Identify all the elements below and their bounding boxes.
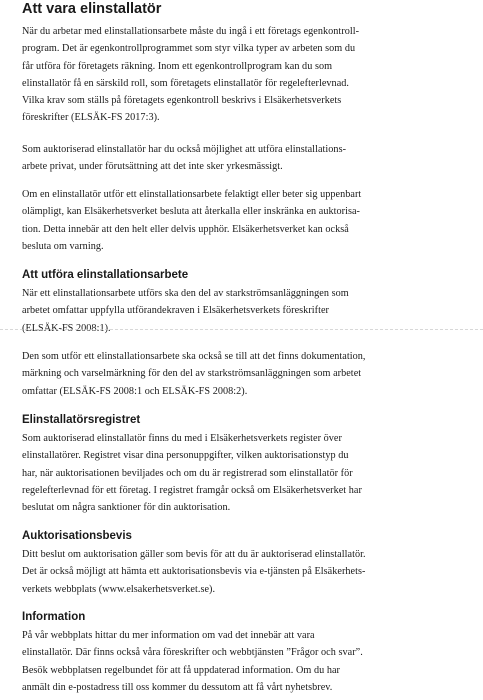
paragraph-information: På vår webbplats hittar du mer information om vad det innebär att vara elinstallatör. Där finns också våra föreskrifter och webbtjänsten ”Frågor och svar”. Besök webbplatsen regelbundet för att få uppdaterad information. Om du har anmält din e-postadress till oss kommer du dessutom att få vårt nyhetsbrev. — [22, 630, 363, 693]
heading-auktorisationsbevis: Auktorisationsbevis — [22, 530, 132, 542]
heading-elinstallatorsregistret: Elinstallatörsregistret — [22, 414, 141, 426]
paragraph-auktorisationsbevis: Ditt beslut om auktorisation gäller som bevis för att du är auktoriserad elinstallatör. Det är också möjligt att hämta ett auktorisationsbevis via e-tjänsten på Elsäkerhets- verkets webbplats (www.elsakerhetsverket.se). — [22, 549, 366, 595]
paragraph-aterkallelse: Om en elinstallatör utför ett elinstallationsarbete felaktigt eller beter sig uppenbart olämpligt, kan Elsäkerhetsverket besluta att återkalla eller inskränka en auktorisa- tion. Detta innebär att den helt eller delvis upphör. Elsäkerhetsverket kan också besluta om varning. — [22, 189, 362, 252]
paragraph-egenkontroll: När du arbetar med elinstallationsarbete måste du ingå i ett företags egenkontroll- program. Det är egenkontrollprogrammet som styr vilka typer av arbeten som du får utföra för företagets räkning. Inom ett egenkontrollprogram kan du som elinstallatör få en särskild roll, som företagets elinstallatör för regelefterlevnad. Vilka krav som ställs på företagets egenkontroll beskrivs i Elsäkerhetsverkets föreskrifter (ELSÄK-FS 2017:3). — [22, 26, 360, 124]
paragraph-registret: Som auktoriserad elinstallatör finns du med i Elsäkerhetsverkets register över elinstallatörer. Registret visar dina personuppgifter, vilken auktorisationstyp du har, när auktorisationen beviljades och om du är registrerad som elinstallatör för regelefterlevnad för ett företag. I registret framgår också om Elsäkerhetsverket har beslutat om några sanktioner för din auktorisation. — [22, 433, 362, 514]
paragraph-dokumentation: Den som utför ett elinstallationsarbete ska också se till att det finns dokumentation, märkning och varselmärkning för den del av starkströmsanläggningen som arbetet omfattar (ELSÄK-FS 2008:1 och ELSÄK-FS 2008:2). — [22, 351, 366, 397]
heading-information: Information — [22, 611, 86, 623]
paragraph-utforandekrav: När ett elinstallationsarbete utförs ska den del av starkströmsanläggningen som arbetet omfattar uppfylla utförandekraven i Elsäkerhetsverkets föreskrifter (ELSÄK-FS 2008:1). — [22, 288, 349, 334]
page-title: Att vara elinstallatör — [22, 1, 162, 17]
scan-artifact-line — [0, 329, 483, 331]
paragraph-privat-arbete: Som auktoriserad elinstallatör har du också möjlighet att utföra elinstallations- arbete privat, under förutsättning att det inte sker yrkesmässigt. — [22, 144, 347, 173]
heading-utfora-elinstallationsarbete: Att utföra elinstallationsarbete — [22, 269, 189, 281]
